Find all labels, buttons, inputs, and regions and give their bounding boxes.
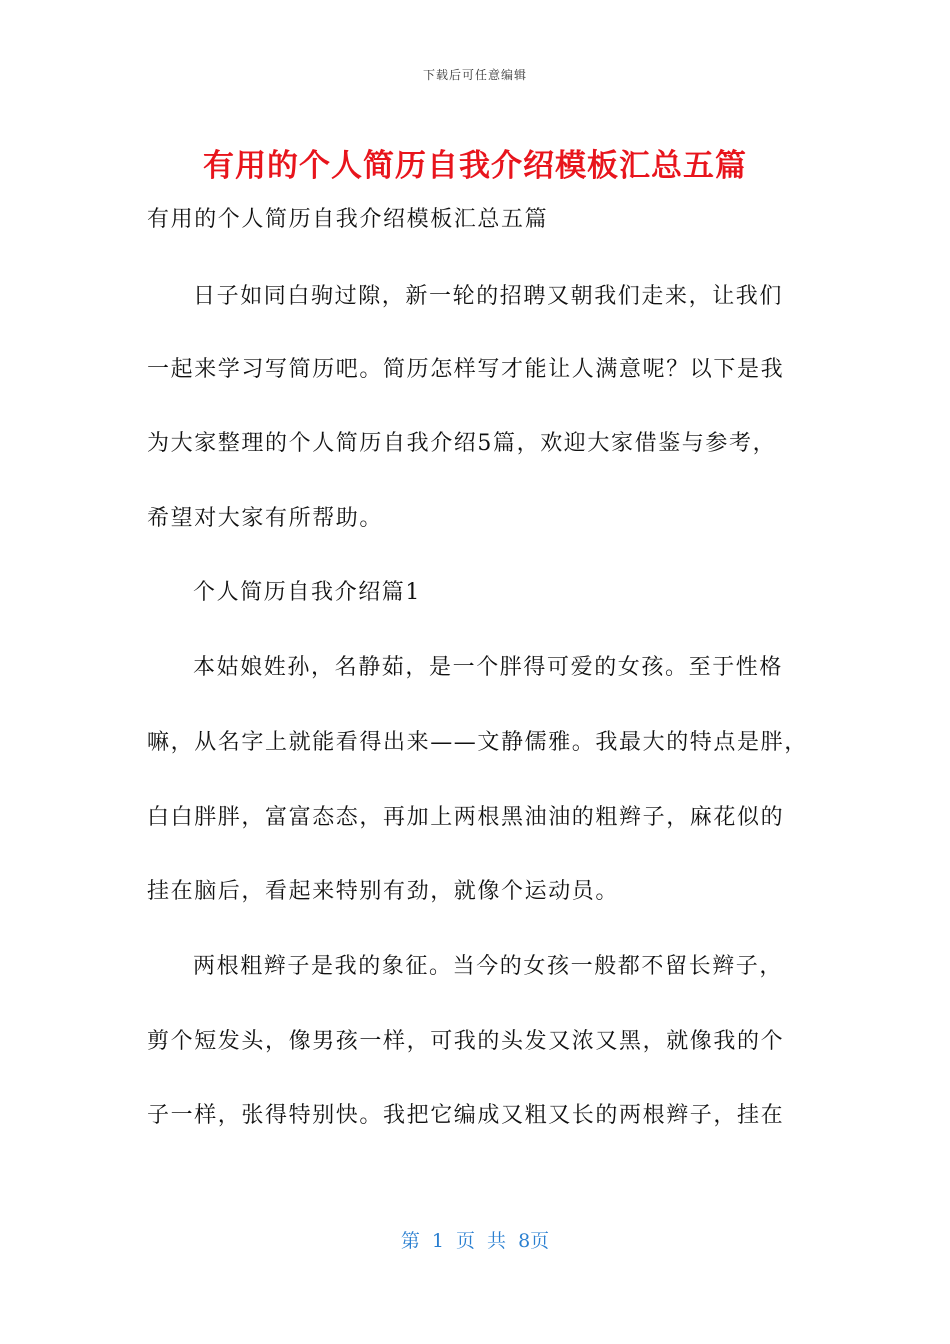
body-line: 希望对大家有所帮助。 <box>147 506 384 531</box>
body-line: 白白胖胖，富富态态，再加上两根黑油油的粗辫子，麻花似的 <box>147 805 785 830</box>
page-footer: 第 1 页 共 8页 <box>400 1230 550 1252</box>
body-line: 一起来学习写简历吧。简历怎样写才能让人满意呢？以下是我 <box>147 357 785 382</box>
body-line: 挂在脑后，看起来特别有劲，就像个运动员。 <box>147 879 620 904</box>
body-line: 日子如同白驹过隙，新一轮的招聘又朝我们走来，让我们 <box>193 284 784 309</box>
body-line: 为大家整理的个人简历自我介绍5篇，欢迎大家借鉴与参考， <box>147 431 777 456</box>
document-title: 有用的个人简历自我介绍模板汇总五篇 <box>203 148 747 184</box>
section-heading: 个人简历自我介绍篇1 <box>193 580 421 605</box>
body-line: 子一样，张得特别快。我把它编成又粗又长的两根辫子，挂在 <box>147 1103 785 1128</box>
header-note: 下载后可任意编辑 <box>422 68 527 82</box>
body-line: 剪个短发头，像男孩一样，可我的头发又浓又黑，就像我的个 <box>147 1029 785 1054</box>
body-line: 两根粗辫子是我的象征。当今的女孩一般都不留长辫子， <box>193 954 784 979</box>
body-line: 有用的个人简历自我介绍模板汇总五篇 <box>147 207 549 232</box>
body-line: 本姑娘姓孙，名静茹，是一个胖得可爱的女孩。至于性格 <box>193 655 784 680</box>
body-line: 嘛，从名字上就能看得出来——文静儒雅。我最大的特点是胖， <box>147 730 808 755</box>
